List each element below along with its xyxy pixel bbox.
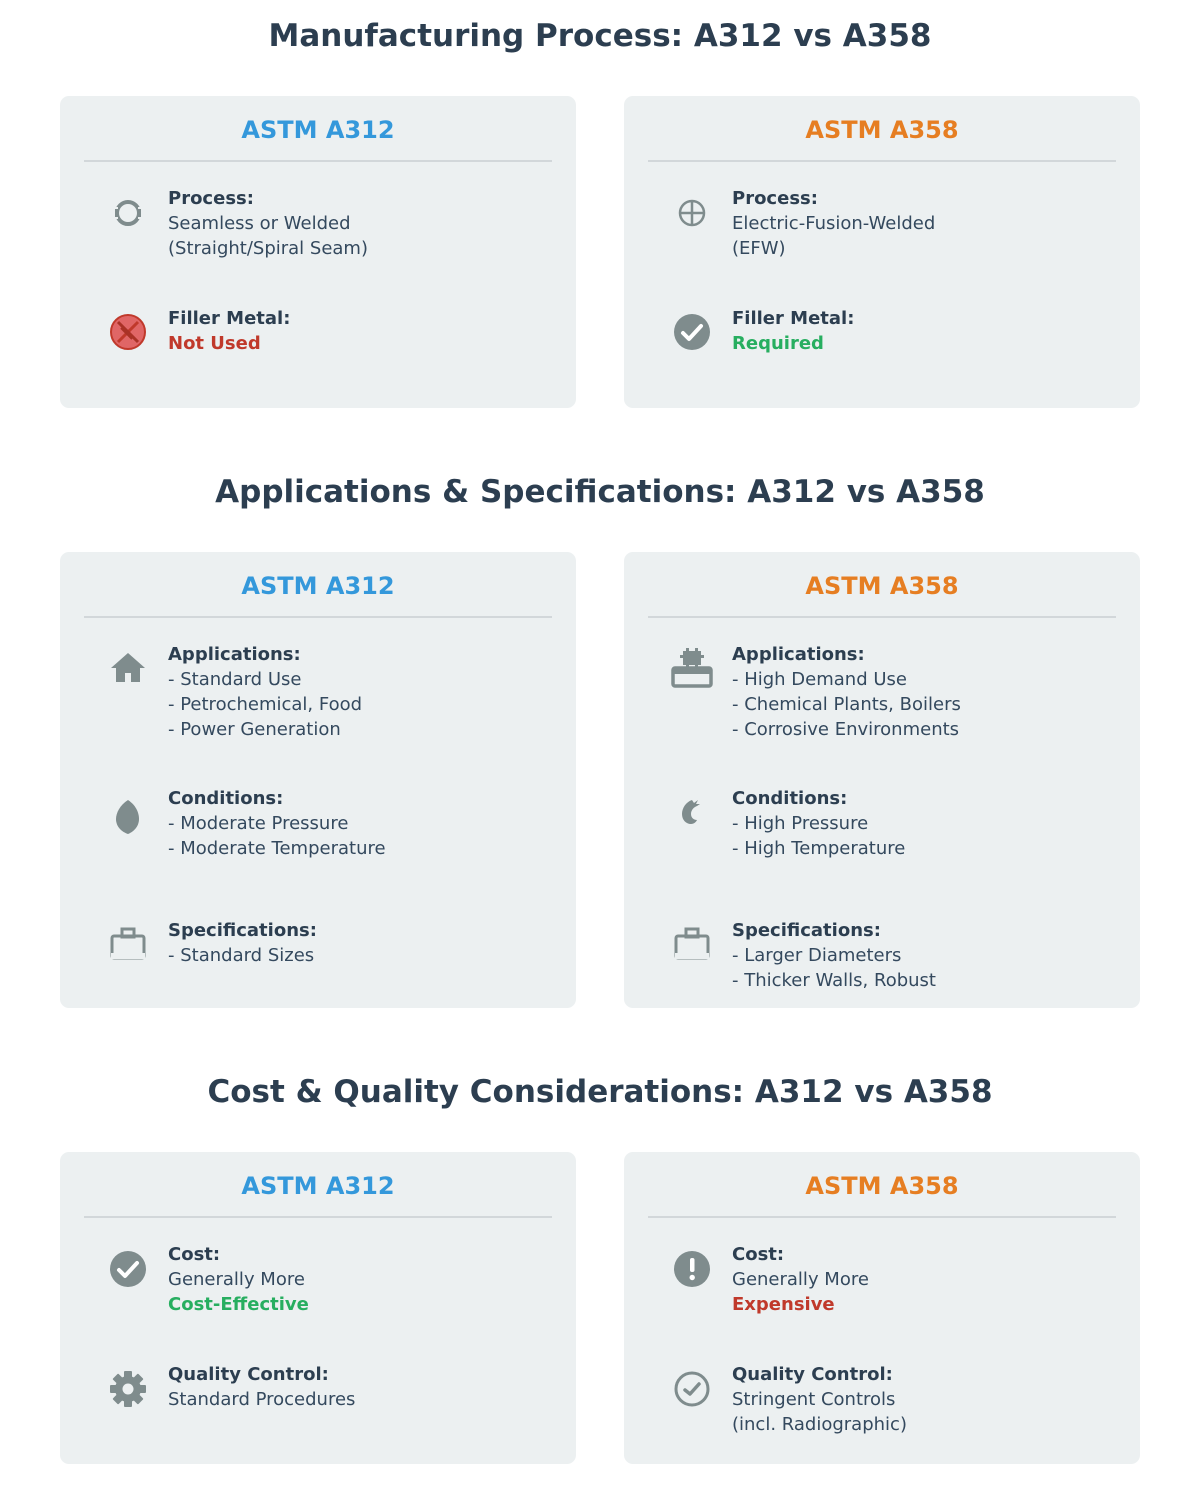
item-line: - Corrosive Environments [732,719,960,740]
divider [84,1216,552,1218]
item-line: Generally More [168,1269,305,1290]
item-line: Electric-Fusion-Welded [732,213,936,234]
gear-icon [108,1369,148,1409]
item-line: - High Demand Use [732,669,907,690]
item-line: - Moderate Pressure [168,813,349,834]
card-a358-applications [624,552,1140,1008]
item-line: Standard Procedures [168,1389,356,1410]
item-line: (Straight/Spiral Seam) [168,238,368,259]
item-line: - High Pressure [732,813,869,834]
alert-icon [672,1249,712,1289]
status-badge: Cost-Effective [168,1294,309,1315]
card-a312-cost-quality [60,1152,576,1464]
item-line: - Petrochemical, Food [168,694,363,715]
item-label: Filler Metal: [732,308,855,329]
item-label: Quality Control: [168,1364,329,1385]
card-title: ASTM A358 [805,116,959,144]
case-icon [672,923,712,963]
item-line: Seamless or Welded [168,213,351,234]
item-label: Cost: [168,1244,221,1265]
drop-icon [108,796,148,836]
crosshair-icon [672,193,712,233]
fire-icon [672,792,712,832]
item-label: Applications: [732,644,865,665]
status-badge: Not Used [168,333,261,354]
section-title-manufacturing: Manufacturing Process: A312 vs A358 [268,18,932,54]
item-label: Conditions: [732,788,848,809]
home-icon [108,648,148,688]
item-line: - Larger Diameters [732,945,902,966]
ring-icon [108,193,148,233]
section-title-cost-quality: Cost & Quality Considerations: A312 vs A358 [207,1074,993,1110]
item-label: Specifications: [732,920,881,941]
status-badge: Required [732,333,824,354]
item-line: - Standard Sizes [168,945,315,966]
card-title: ASTM A312 [241,572,395,600]
item-label: Quality Control: [732,1364,893,1385]
card-a312-manufacturing [60,96,576,408]
divider [84,160,552,162]
check-outline-icon [672,1369,712,1409]
item-line: - Chemical Plants, Boilers [732,694,961,715]
item-line: - Standard Use [168,669,302,690]
card-title: ASTM A312 [241,116,395,144]
item-line: - High Temperature [732,838,906,859]
item-line: Generally More [732,1269,869,1290]
case-icon [108,923,148,963]
item-label: Specifications: [168,920,317,941]
card-title: ASTM A312 [241,1172,395,1200]
card-a312-applications [60,552,576,1008]
item-line: - Thicker Walls, Robust [732,970,936,991]
item-label: Applications: [168,644,301,665]
no-filler-icon [108,312,148,352]
item-line: - Moderate Temperature [168,838,386,859]
card-a358-cost-quality [624,1152,1140,1464]
status-badge: Expensive [732,1294,835,1315]
item-label: Process: [732,188,818,209]
item-label: Conditions: [168,788,284,809]
factory-icon [670,646,714,690]
section-title-applications: Applications & Specifications: A312 vs A358 [215,474,985,510]
item-label: Cost: [732,1244,785,1265]
divider [648,616,1116,618]
item-line: (EFW) [732,238,786,259]
item-line: - Power Generation [168,719,341,740]
item-label: Process: [168,188,254,209]
check-circle-icon [108,1249,148,1289]
card-a358-manufacturing [624,96,1140,408]
card-title: ASTM A358 [805,1172,959,1200]
divider [84,616,552,618]
item-line: Stringent Controls [732,1389,896,1410]
divider [648,1216,1116,1218]
card-title: ASTM A358 [805,572,959,600]
check-circle-icon [672,312,712,352]
item-label: Filler Metal: [168,308,291,329]
item-line: (incl. Radiographic) [732,1414,907,1435]
divider [648,160,1116,162]
